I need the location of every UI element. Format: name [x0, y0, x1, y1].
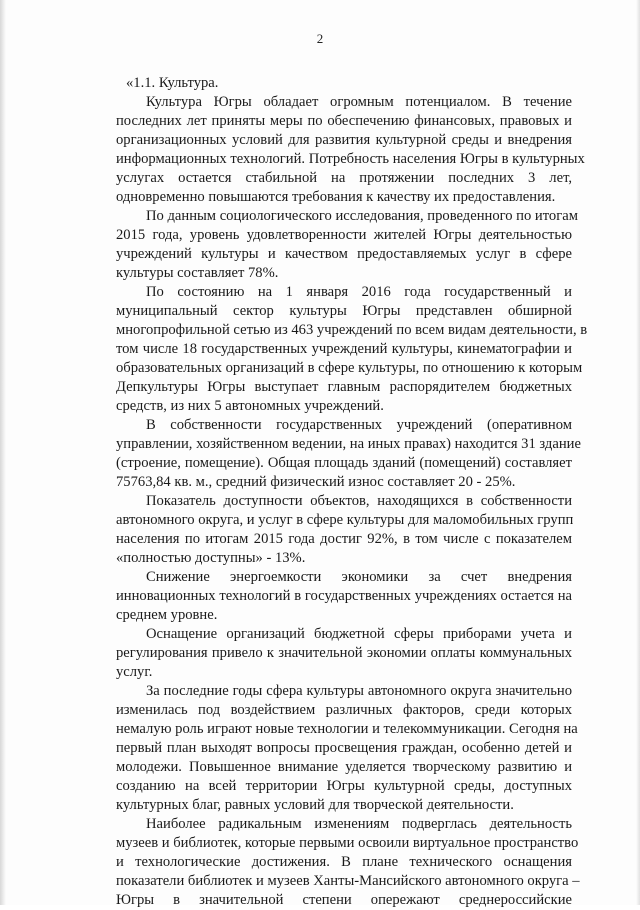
paragraph-line: учреждений культуры и качеством предоставляемых услуг в сфере — [116, 246, 572, 262]
page-number: 2 — [316, 31, 324, 46]
paragraph-line: Снижение энергоемкости экономики за счет внедрения — [146, 569, 572, 585]
paragraph-line: управлении, хозяйственном ведении, на иных правах) находится 31 здание — [116, 436, 581, 452]
paragraph-line: том числе 18 государственных учреждений культуры, кинематографии и — [116, 341, 572, 357]
paragraph-line: По данным социологического исследования, проведенного по итогам — [146, 208, 578, 224]
paragraph — [116, 207, 578, 283]
section-heading: «1.1. Культура. — [126, 75, 219, 91]
paragraph-line: молодежи. Повышенное внимание уделяется творческому развитию и — [116, 759, 572, 775]
paragraph — [116, 682, 578, 815]
document-body — [116, 74, 588, 910]
paragraph — [116, 416, 581, 492]
paragraph-line: 75763,84 кв. м., средний физический износ составляет 20 - 25%. — [116, 474, 516, 490]
paragraph — [116, 283, 588, 416]
paragraph-line: созданию на всей территории Югры культурной среды, доступных — [116, 778, 572, 794]
paragraph-line: инновационных технологий в государственных учреждениях остается на — [116, 588, 572, 604]
paragraph-line: Депкультуры Югры выступает главным распорядителем бюджетных — [116, 379, 572, 395]
paragraph-line: немалую роль играют новые технологии и телекоммуникации. Сегодня на — [116, 721, 578, 737]
paragraph-line: В собственности государственных учреждений (оперативном — [146, 417, 572, 433]
paragraph-line: услуг. — [116, 664, 153, 680]
paragraph — [116, 625, 572, 682]
paragraph-line: информационных технологий. Потребность населения Югры в культурных — [116, 151, 585, 167]
paragraph-line: муниципальный сектор культуры Югры представлен обширной — [116, 303, 572, 319]
paragraph-line: изменилась под воздействием различных факторов, среди которых — [116, 702, 572, 718]
paragraph-line: По состоянию на 1 января 2016 года государственный и — [146, 284, 572, 300]
paragraph-line: многопрофильной сетью из 463 учреждений по всем видам деятельности, в — [116, 322, 588, 338]
paragraph-line: Югры в значительной степени опережают среднероссийские — [116, 892, 572, 908]
paragraph-line: средств, из них 5 автономных учреждений. — [116, 398, 384, 414]
paragraph-line: За последние годы сфера культуры автономного округа значительно — [146, 683, 572, 699]
paragraph-line: Оснащение организаций бюджетной сферы приборами учета и — [146, 626, 572, 642]
paragraph-line: первый план выходят вопросы просвещения граждан, особенно детей и — [116, 740, 572, 756]
paragraph-line: одновременно повышаются требования к качеству их предоставления. — [116, 189, 556, 205]
paragraph-line: автономного округа, и услуг в сфере культуры для маломобильных групп — [116, 512, 574, 528]
paragraph — [116, 815, 580, 910]
paragraph-line: услугах остается стабильной на протяжении последних 3 лет, — [116, 170, 572, 186]
paragraph-line: 2015 года, уровень удовлетворенности жителей Югры деятельностью — [116, 227, 572, 243]
paragraph-line: культуры составляет 78%. — [116, 265, 279, 281]
paragraph-line: регулирования привело к значительной экономии оплаты коммунальных — [116, 645, 572, 661]
paragraph — [116, 93, 585, 207]
paragraph-line: музеев и библиотек, которые первыми освоили виртуальное пространство — [116, 835, 579, 851]
paragraph-line: Наиболее радикальным изменениям подверглась деятельность — [146, 816, 572, 832]
paragraph — [116, 492, 572, 568]
paragraph-line: организационных условий для развития культурной среды и внедрения — [116, 132, 572, 148]
paragraph-line: Показатель доступности объектов, находящихся в собственности — [146, 493, 572, 509]
paragraph-line: (строение, помещение). Общая площадь зданий (помещений) составляет — [116, 455, 572, 471]
paragraph-line: среднем уровне. — [116, 607, 218, 623]
paragraph-line: Культура Югры обладает огромным потенциалом. В течение — [146, 94, 572, 110]
paragraph-line: последних лет приняты меры по обеспечению финансовых, правовых и — [116, 113, 572, 129]
paragraph-line: и технологические достижения. В плане технического оснащения — [116, 854, 572, 870]
paragraph-line: «полностью доступны» - 13%. — [116, 550, 306, 566]
paragraph-line: образовательных организаций в сфере культуры, по отношению к которым — [116, 360, 583, 376]
paragraph-line: населения по итогам 2015 года достиг 92%, в том числе с показателем — [116, 531, 572, 547]
scan-edge-right — [636, 0, 640, 905]
paragraph-line: показатели библиотек и музеев Ханты-Мансийского автономного округа – — [116, 873, 580, 889]
scan-edge-left — [0, 0, 6, 905]
paragraph — [116, 568, 572, 625]
paragraph-line: культурных благ, равных условий для творческой деятельности. — [116, 797, 514, 813]
